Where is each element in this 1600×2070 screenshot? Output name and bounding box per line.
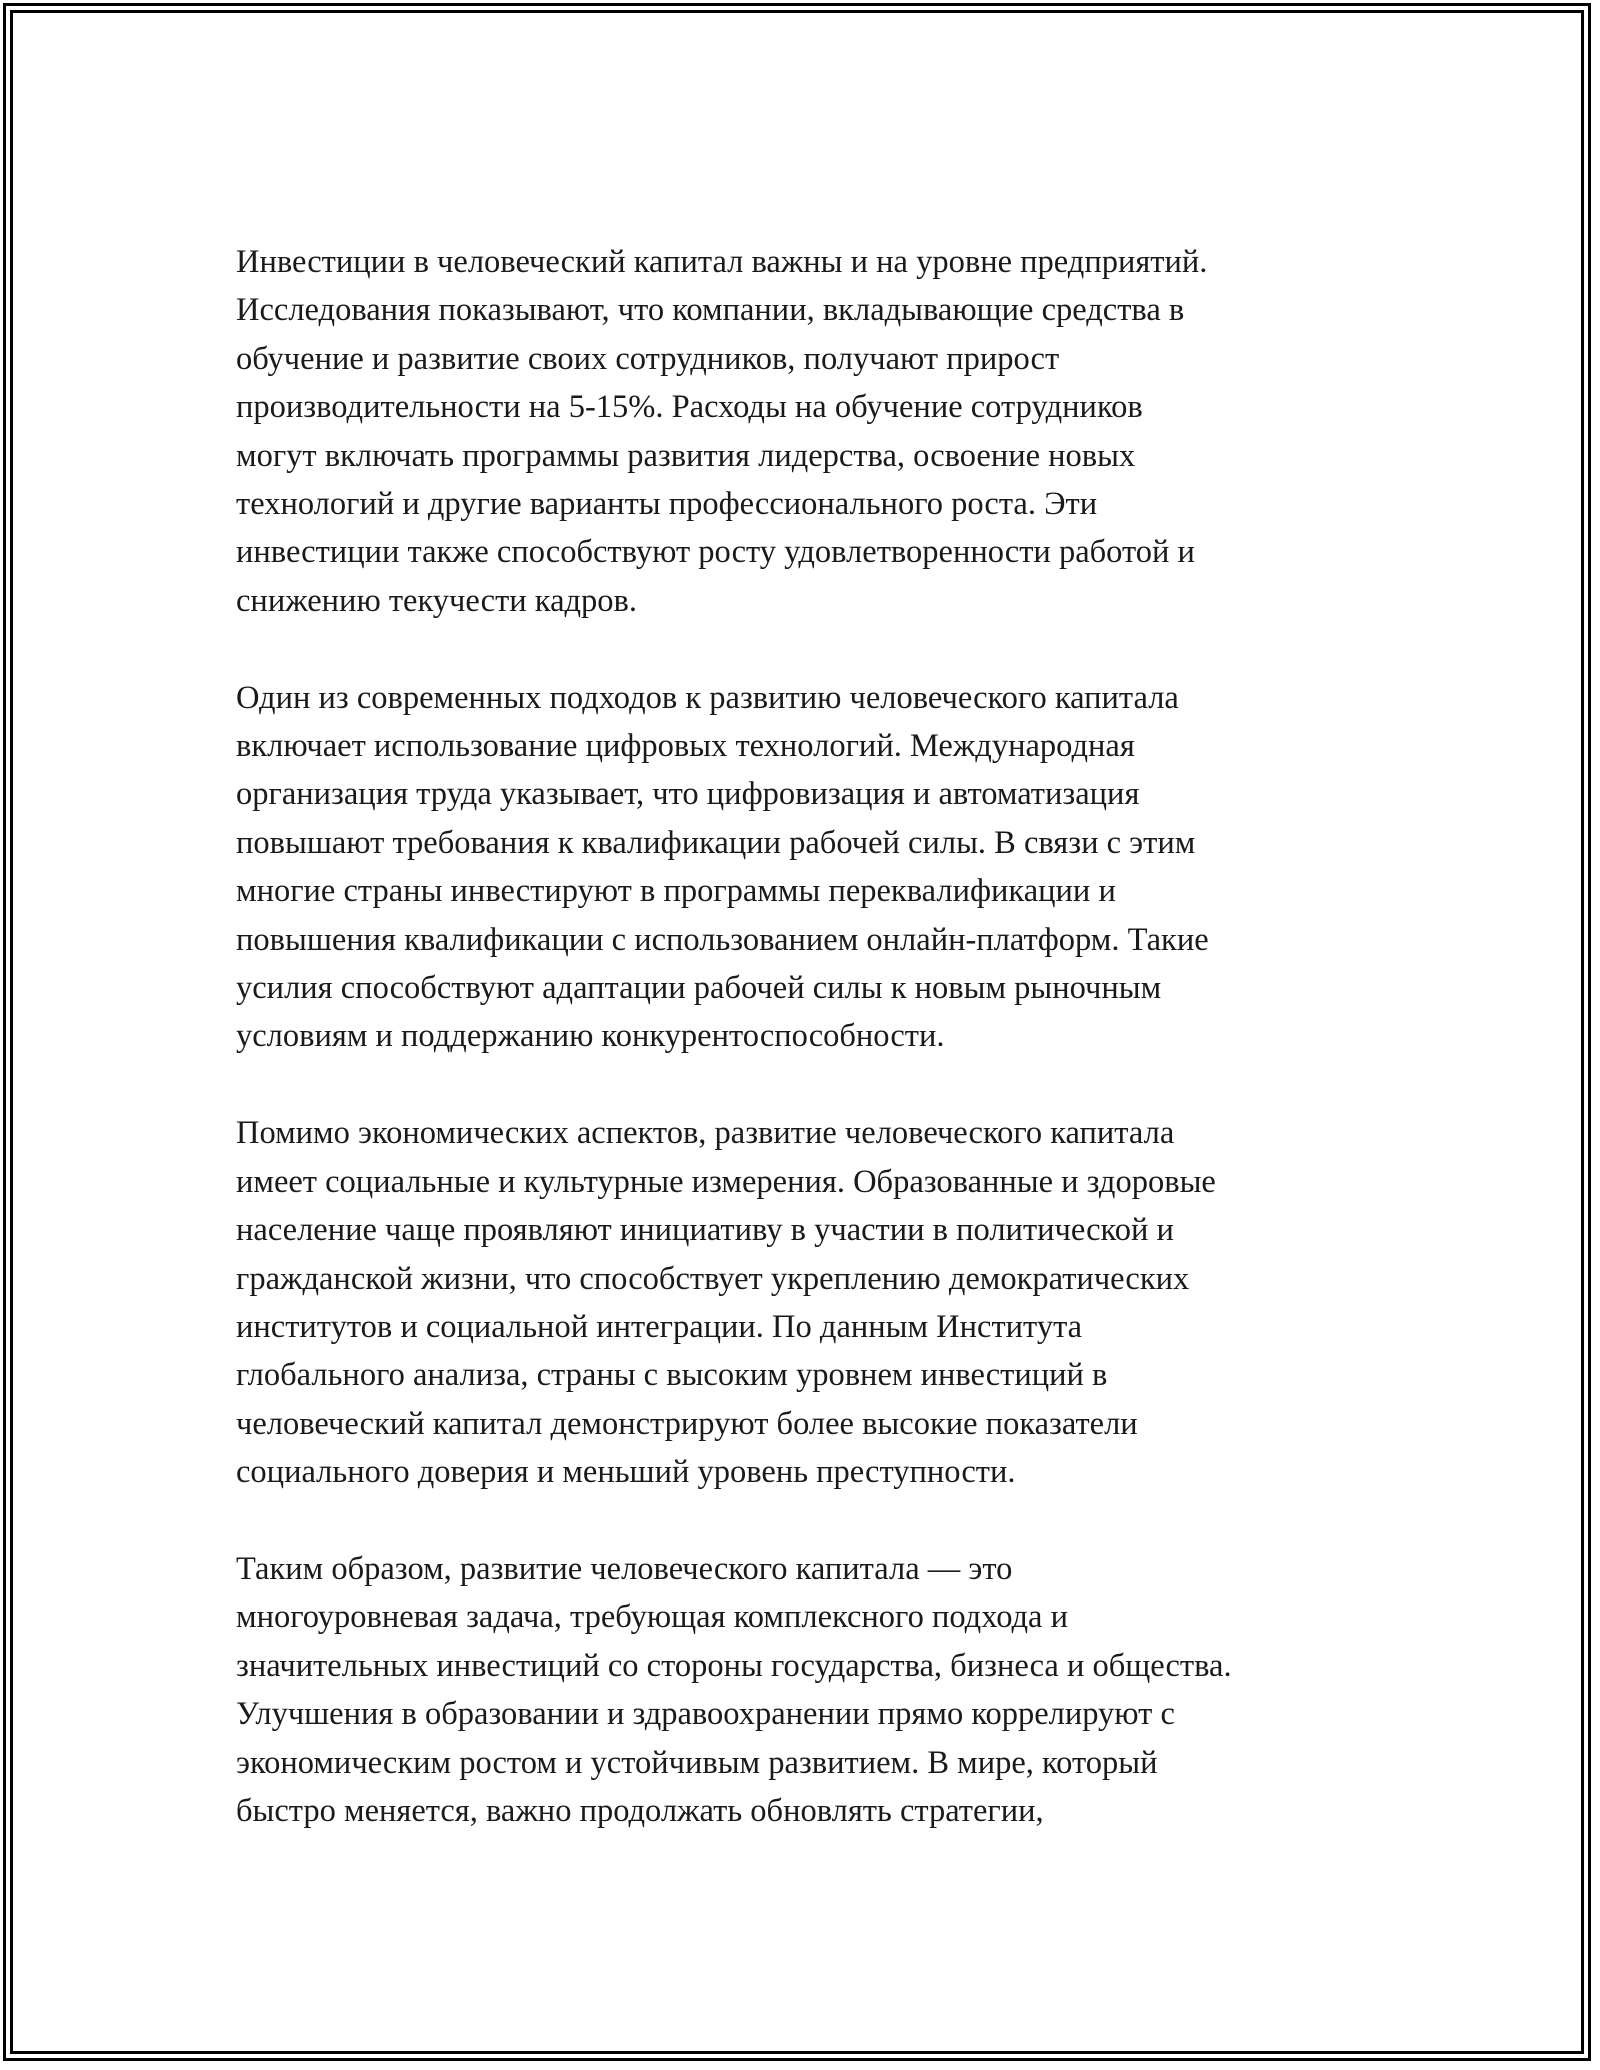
text-line: Исследования показывают, что компании, вкладывающие средства в bbox=[236, 292, 1185, 329]
text-line: значительных инвестиций со стороны государства, бизнеса и общества. bbox=[236, 1647, 1232, 1684]
text-line: усилия способствуют адаптации рабочей силы к новым рыночным bbox=[236, 970, 1162, 1007]
document-body bbox=[236, 238, 1386, 1884]
text-line: быстро меняется, важно продолжать обновлять стратегии, bbox=[236, 1792, 1044, 1829]
text-line: организация труда указывает, что цифровизация и автоматизация bbox=[236, 776, 1140, 813]
text-line: производительности на 5-15%. Расходы на обучение сотрудников bbox=[236, 389, 1143, 426]
text-line: имеет социальные и культурные измерения. Образованные и здоровые bbox=[236, 1163, 1216, 1200]
paragraph-3 bbox=[236, 1109, 1386, 1496]
text-line: человеческий капитал демонстрируют более высокие показатели bbox=[236, 1405, 1138, 1442]
text-line: инвестиции также способствуют росту удовлетворенности работой и bbox=[236, 534, 1195, 571]
text-line: социального доверия и меньший уровень преступности. bbox=[236, 1454, 1016, 1491]
text-line: гражданской жизни, что способствует укреплению демократических bbox=[236, 1260, 1190, 1297]
text-line: включает использование цифровых технологий. Международная bbox=[236, 728, 1135, 765]
text-line: Таким образом, развитие человеческого капитала — это bbox=[236, 1550, 1013, 1587]
paragraph-4 bbox=[236, 1545, 1386, 1835]
text-line: снижению текучести кадров. bbox=[236, 582, 638, 619]
text-line: условиям и поддержанию конкурентоспособности. bbox=[236, 1018, 945, 1055]
text-line: Инвестиции в человеческий капитал важны и на уровне предприятий. bbox=[236, 244, 1208, 280]
text-line: институтов и социальной интеграции. По данным Института bbox=[236, 1308, 1083, 1345]
text-line: повышения квалификации с использованием онлайн-платформ. Такие bbox=[236, 921, 1209, 958]
text-line: Улучшения в образовании и здравоохранении прямо коррелируют с bbox=[236, 1696, 1175, 1733]
paragraph-2 bbox=[236, 674, 1386, 1061]
text-line: Один из современных подходов к развитию человеческого капитала bbox=[236, 679, 1179, 716]
text-line: многоуровневая задача, требующая комплексного подхода и bbox=[236, 1599, 1069, 1636]
text-line: обучение и развитие своих сотрудников, получают прирост bbox=[236, 340, 1060, 377]
text-line: глобального анализа, страны с высоким уровнем инвестиций в bbox=[236, 1357, 1108, 1394]
text-line: многие страны инвестируют в программы переквалификации и bbox=[236, 873, 1116, 910]
text-line: экономическим ростом и устойчивым развитием. В мире, который bbox=[236, 1744, 1158, 1781]
text-line: повышают требования к квалификации рабочей силы. В связи с этим bbox=[236, 824, 1196, 861]
text-line: Помимо экономических аспектов, развитие человеческого капитала bbox=[236, 1115, 1175, 1152]
text-line: население чаще проявляют инициативу в участии в политической и bbox=[236, 1212, 1174, 1249]
text-line: могут включать программы развития лидерства, освоение новых bbox=[236, 437, 1136, 474]
paragraph-1 bbox=[236, 238, 1386, 625]
text-line: технологий и другие варианты профессионального роста. Эти bbox=[236, 486, 1098, 523]
